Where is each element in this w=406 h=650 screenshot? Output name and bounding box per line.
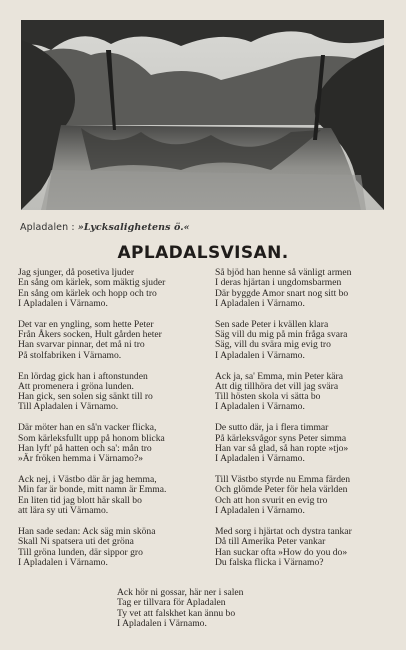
verse-line: Att promenera i gröna lunden.	[18, 380, 134, 392]
lake-landscape-photo	[21, 20, 384, 210]
stanza	[18, 268, 206, 309]
stanza	[215, 475, 403, 516]
song-title: APLADALSVISAN.	[117, 243, 289, 263]
stanza	[215, 372, 403, 413]
verse-line: Där byggde Amor snart nog sitt bo	[215, 287, 349, 299]
verse-line: Som kärleksfullt upp på honom blicka	[18, 432, 165, 444]
verse-line: Säg vill du mig på min fråga svara	[215, 329, 348, 341]
stanza	[18, 372, 206, 413]
verse-line: Jag sjunger, då posetiva ljuder	[18, 267, 135, 278]
verse-line: I Apladalen i Värnamo.	[215, 401, 305, 413]
verse-line: Till Apladalen i Värnamo.	[18, 401, 119, 413]
verse-line: Han sade sedan: Ack säg min sköna	[18, 525, 156, 537]
verse-line: Han lyft' på hatten och sa': mån tro	[18, 442, 152, 454]
verse-line: I Apladalen i Värnamo.	[215, 453, 305, 465]
verse-line: Att dig tillhöra det vill jag svära	[215, 380, 339, 392]
verse-line: Till Västbo styrde nu Emma färden	[215, 474, 351, 486]
verse-line: Min far är bonde, mitt namn är Emma.	[18, 484, 167, 496]
verse-line: Ty vet att falskhet kan ännu bo	[117, 607, 236, 619]
stanza	[18, 423, 206, 464]
verse-line: I Apladalen i Värnamo.	[215, 505, 305, 517]
verse-line: Säg, vill du svära mig evig tro	[215, 339, 331, 351]
stanza	[18, 475, 206, 516]
verse-line: Sen sade Peter i kvällen klara	[215, 318, 329, 330]
verse-line: I deras hjärtan i ungdomsbarmen	[215, 277, 342, 289]
verse-line: Till hösten skola vi sätta bo	[215, 391, 321, 403]
verse-line: Tag er tillvara för Apladalen	[117, 597, 226, 609]
verse-line: Och glömde Peter för hela världen	[215, 484, 348, 496]
verse-line: Med sorg i hjärtat och dystra tankar	[215, 525, 352, 537]
verse-line: En sång om kärlek, som mäktig sjuder	[18, 277, 166, 289]
verse-line: En lördag gick han i aftonstunden	[18, 370, 148, 382]
verse-line: Han gick, sen solen sig sänkt till ro	[18, 391, 153, 403]
verse-line: Där möter han en så'n vacker flicka,	[18, 422, 157, 434]
verse-line: I Apladalen i Värnamo.	[215, 297, 305, 309]
verse-line: I Apladalen i Värnamo.	[215, 349, 305, 361]
stanza	[215, 423, 403, 464]
verse-line: Då till Amerika Peter vankar	[215, 536, 326, 548]
stanza	[18, 527, 206, 568]
stanza	[215, 527, 403, 568]
verse-line: Han var så glad, så han ropte »tjo»	[215, 442, 349, 454]
verse-line: En liten tid jag blott här skall bo	[18, 494, 142, 506]
verse-line: I Apladalen i Värnamo.	[18, 297, 108, 309]
verse-line: Han suckar ofta »How do you do»	[215, 546, 348, 558]
stanza	[215, 320, 403, 361]
verse-line: Ack ja, sa' Emma, min Peter kära	[215, 370, 344, 382]
verse-line: På stolfabriken i Värnamo.	[18, 349, 122, 361]
verse-line: Så bjöd han henne så vänligt armen	[215, 267, 352, 278]
right-column	[215, 268, 403, 579]
verse-line: Han svarvar pinnar, det må ni tro	[18, 339, 145, 351]
verse-line: Och att hon svurit en evig tro	[215, 494, 328, 506]
verse-line: De sutto där, ja i flera timmar	[215, 422, 329, 434]
verse-line: Ack nej, i Västbo där är jag hemma,	[18, 474, 157, 486]
photo-caption	[20, 222, 190, 233]
verse-line: En sång om kärlek och hopp och tro	[18, 287, 157, 299]
verse-line: att lära sy uti Värnamo.	[18, 505, 109, 517]
verse-line: Det var en yngling, som hette Peter	[18, 318, 154, 330]
caption-place: Apladalen :	[20, 222, 75, 233]
verse-line: Skall Ni spatsera uti det gröna	[18, 536, 134, 548]
verse-line: I Apladalen i Värnamo.	[18, 556, 108, 568]
verse-line: Du falska flicka i Värnamo?	[215, 556, 324, 568]
verse-line: På kärleksvågor syns Peter simma	[215, 432, 347, 444]
verse-line: Från Åkers socken, Hult gården heter	[18, 329, 162, 341]
verse-line: Till gröna lunden, där sippor gro	[18, 546, 143, 558]
final-stanza	[117, 588, 317, 629]
caption-name: »Lycksalighetens ö.«	[77, 222, 190, 233]
verse-line: »Är fröken hemma i Värnamo?»	[18, 453, 144, 465]
left-column	[18, 268, 206, 579]
verse-line: I Apladalen i Värnamo.	[117, 617, 207, 629]
verse-line: Ack hör ni gossar, här ner i salen	[117, 587, 244, 598]
stanza	[215, 268, 403, 309]
stanza	[18, 320, 206, 361]
